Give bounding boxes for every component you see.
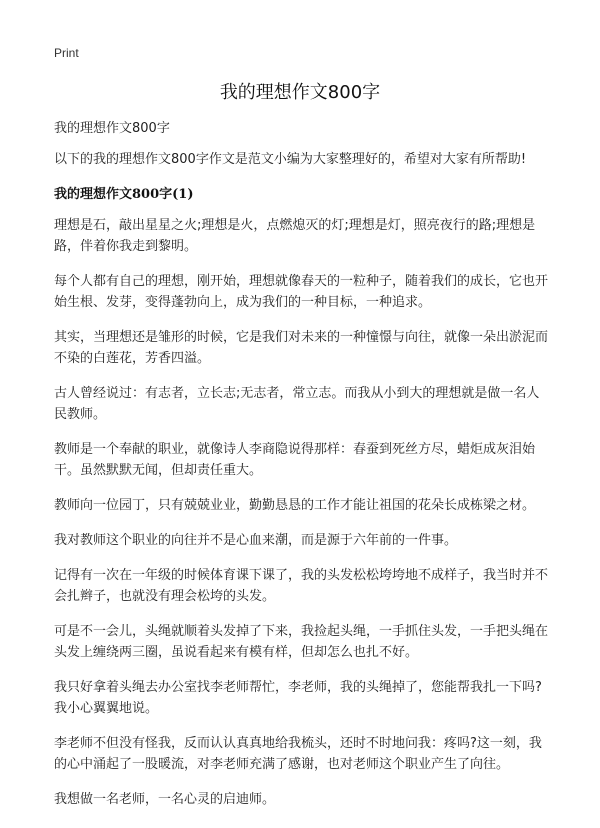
paragraph-7: 我对教师这个职业的向往并不是心血来潮，而是源于六年前的一件事。 xyxy=(54,533,458,548)
paragraph-1: 理想是石，敲出星星之火;理想是火，点燃熄灭的灯;理想是灯，照亮夜行的路;理想是路，伴着你我走到黎明。 xyxy=(54,218,536,254)
paragraph-12: 我想做一名老师，一名心灵的启迪师。 xyxy=(54,792,276,807)
paragraph-2: 每个人都有自己的理想，刚开始，理想就像春天的一粒种子，随着我们的成长，它也开始生根、发芽，变得蓬勃向上，成为我们的一种目标，一种追求。 xyxy=(54,274,549,310)
paragraph-6: 教师向一位园丁，只有兢兢业业，勤勤恳恳的工作才能让祖国的花朵长成栋梁之材。 xyxy=(54,498,536,513)
paragraph-5: 教师是一个奉献的职业，就像诗人李商隐说得那样：春蚕到死丝方尽，蜡炬成灰泪始干。虽然默默无闻，但却责任重大。 xyxy=(54,442,536,478)
paragraph-10: 我只好拿着头绳去办公室找李老师帮忙，李老师，我的头绳掉了，您能帮我扎一下吗?我小心翼翼地说。 xyxy=(54,680,542,716)
article-intro: 以下的我的理想作文800字作文是范文小编为大家整理好的，希望对大家有所帮助! xyxy=(54,152,527,167)
paragraph-8: 记得有一次在一年级的时候体育课下课了，我的头发松松垮垮地不成样子，我当时并不会扎辫子，也就没有理会松垮的头发。 xyxy=(54,568,549,604)
page-title: 我的理想作文800字 xyxy=(219,82,381,103)
section-heading: 我的理想作文800字(1) xyxy=(54,187,194,202)
article-subtitle: 我的理想作文800字 xyxy=(54,121,170,136)
article-body xyxy=(54,118,550,824)
paragraph-9: 可是不一会儿，头绳就顺着头发掉了下来，我捡起头绳，一手抓住头发，一手把头绳在头发上缠绕两三圈，虽说看起来有模有样，但却怎么也扎不好。 xyxy=(54,624,549,660)
paragraph-11: 李老师不但没有怪我，反而认认真真地给我梳头，还时不时地问我：疼吗?这一刻，我的心中涌起了一股暖流，对李老师充满了感谢，也对老师这个职业产生了向往。 xyxy=(54,736,542,772)
paragraph-4: 古人曾经说过：有志者，立长志;无志者，常立志。而我从小到大的理想就是做一名人民教师。 xyxy=(54,386,540,422)
paragraph-3: 其实，当理想还是雏形的时候，它是我们对未来的一种憧憬与向往，就像一朵出淤泥而不染的白莲花，芳香四溢。 xyxy=(54,330,549,366)
print-link[interactable]: Print xyxy=(54,46,79,60)
